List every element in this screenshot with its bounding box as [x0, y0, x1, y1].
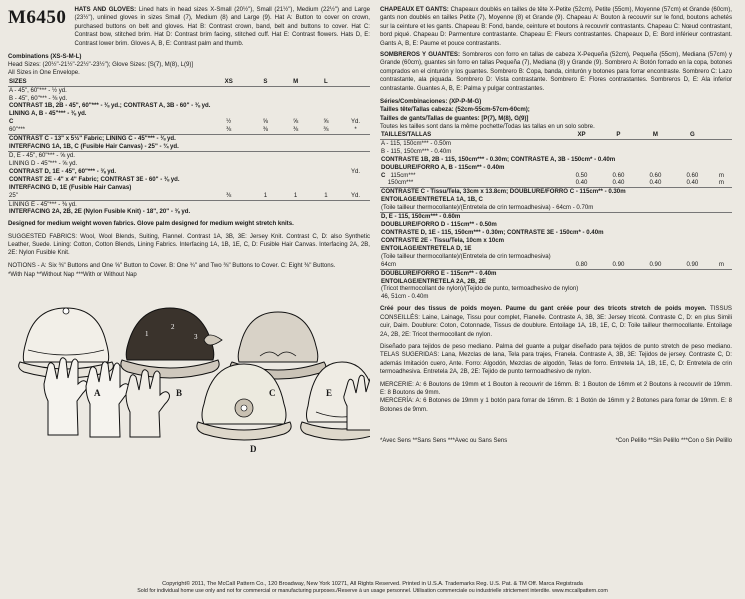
table-row — [380, 293, 732, 301]
row-label: B - 115, 150cm*** - 0.40m — [381, 147, 452, 155]
col-sizes: SIZES — [9, 77, 27, 85]
row-label: CONTRAST D, 1E - 45", 60"*** - ⅜ yd. — [9, 167, 117, 175]
row-label: A - 115, 150cm*** - 0.50m — [381, 139, 451, 147]
row-label: INTERFACING 1A, 1B, C (Fusible Hair Canvas) - 25" - ¾ yd. — [9, 143, 179, 151]
french-nap-note: *Avec Sens **Sans Sens ***Avec ou Sans Sens — [380, 438, 508, 445]
english-title: HATS AND GLOVES: — [74, 6, 137, 13]
table-row — [8, 200, 370, 208]
row-label: (Toile tailleur thermocollante)/(Entretela de crin termoadhesiva) - 64cm - 0.70m — [381, 204, 594, 212]
table-row — [380, 148, 732, 156]
french-description — [380, 6, 732, 48]
table-row — [380, 196, 732, 204]
cell: ⅝ — [293, 118, 299, 126]
english-column — [8, 6, 370, 454]
col-tailles: TAILLES/TALLAS — [381, 130, 432, 138]
cell: 0.40 — [612, 179, 625, 187]
row-label: ENTOILAGE/ENTRETELA 1A, 1B, C — [381, 196, 483, 204]
english-nap-note: *With Nap **Without Nap ***With or Without Nap — [8, 272, 137, 279]
cell-unit: m — [718, 260, 724, 268]
row-label-main: C — [381, 171, 386, 179]
row-label: LINING A, B - 45"*** - ⅜ yd. — [9, 110, 87, 118]
french-combinations — [380, 98, 732, 131]
cell: 0.90 — [686, 260, 699, 268]
row-label: LINING D - 45"*** - ⅝ yd. — [9, 159, 78, 167]
cell-unit: * — [354, 126, 357, 134]
row-label: INTERFACING D, 1E (Fusible Hair Canvas) — [9, 183, 132, 191]
table-row — [380, 245, 732, 253]
french-spanish-column — [380, 6, 732, 454]
table-row — [8, 176, 370, 184]
cell-unit: m — [718, 171, 724, 179]
cell: 0.40 — [575, 179, 588, 187]
table-row — [8, 192, 370, 200]
spanish-description — [380, 51, 732, 93]
table-header-row — [8, 78, 370, 86]
table-row — [380, 204, 732, 212]
french-fabrics-headline: Créé pour des tissus de poids moyen. Paume du gant créée pour des tricots stretch de poids moyen. — [380, 305, 707, 313]
table-row — [8, 151, 370, 159]
view-label-d: D — [250, 444, 257, 454]
row-label: CONTRASTE 2E - Tissu/Tela, 10cm x 10cm — [381, 236, 505, 244]
table-row — [380, 285, 732, 293]
illustration-area — [8, 284, 370, 454]
col-l: L — [324, 77, 328, 85]
cell: ⅜ — [226, 126, 232, 134]
columns-container — [8, 6, 737, 454]
row-label: 60"*** — [9, 126, 26, 134]
french-yardage-table — [380, 131, 732, 301]
table-row — [380, 253, 732, 261]
col-p: P — [616, 130, 621, 138]
table-row — [8, 160, 370, 168]
row-label: 64cm — [381, 260, 396, 268]
table-row — [8, 184, 370, 192]
table-row — [380, 261, 732, 269]
french-head-sizes: Tailles tête/Tallas cabeza: (52cm-55cm-57cm-60cm); — [380, 106, 530, 114]
row-label-sub: 115cm*** — [390, 171, 416, 179]
row-label: DOUBLURE/FORRO E - 115cm** - 0.40m — [381, 269, 497, 277]
cell: ⅝ — [262, 118, 268, 126]
view-label-c: C — [269, 388, 276, 398]
cell: 0.40 — [649, 179, 662, 187]
english-fabrics-headline: Designed for medium weight woven fabrics. Glove palm designed for medium weight stretch knits. — [8, 220, 294, 228]
table-row — [8, 143, 370, 151]
table-row — [380, 269, 732, 277]
english-notions: NOTIONS - A: Six ⅜" Buttons and One ⅝" Button to Cover. B: One ¾" and Two ⅜" Buttons to Cover. C: Eight ⅜" Buttons. — [8, 261, 336, 269]
footer-usage: Sold for individual home use only and not for commercial or manufacturing purposes./Reserve à un usage personnel. Utilisation commerciale ou industrielle strictement interdite. www.mccallpattern.com — [137, 588, 608, 595]
col-xp: XP — [577, 130, 586, 138]
spanish-desc-text: Sombreros con forro en tallas de cabeza X-Pequeña (52cm), Pequeña (55cm), Mediana (57cm) y Grande (60cm), guantes sin forro en tallas Pequeña (7), Mediana (8) y Grande (9). Sombrero A: Botón forrado en la copa, botones comprados en el cinturón y los guantes. Sombrero B: Copa, banda, cinturón y botones para forrar encontraste. Sombrero C: Lazo contrastante, ala piquada. Sombrero D: Vista contrastante. Sombrero E: Flores contrastantes. Sombreros D, E: Ala inferior contrastante. Guantes A, B, E: Palma y pulgar contrastantes. — [380, 51, 732, 92]
table-row — [380, 221, 732, 229]
col-xs: XS — [224, 77, 233, 85]
row-label: ENTOILAGE/ENTRETELA D, 1E — [381, 244, 472, 252]
table-row — [8, 135, 370, 143]
row-label: 25" — [9, 191, 18, 199]
table-row — [380, 139, 732, 147]
cell: 1 — [293, 191, 298, 199]
view-label-a: A — [94, 388, 101, 398]
cell: ⅝ — [323, 118, 329, 126]
garment-illustrations — [8, 284, 370, 454]
cell: ½ — [226, 118, 232, 126]
table-row — [8, 208, 370, 216]
cell: 0.90 — [649, 260, 662, 268]
spanish-title: SOMBREROS Y GUANTES: — [380, 51, 461, 59]
table-row — [380, 164, 732, 172]
cell: 0.50 — [575, 171, 588, 179]
row-label: (Tricot thermocollant de nylon)/(Tejido de punto, termoadhesivo de nylon) — [381, 285, 579, 293]
table-row — [8, 86, 370, 94]
cell: ⅜ — [262, 126, 268, 134]
svg-text:3: 3 — [194, 333, 198, 341]
table-row — [380, 237, 732, 245]
col-unit — [341, 78, 370, 86]
table-row — [380, 179, 732, 187]
row-label: INTERFACING 2A, 2B, 2E (Nylon Fusible Knit) - 18", 20" - ⅜ yd. — [9, 208, 191, 216]
col-s: S — [263, 77, 268, 85]
spanish-nap-note: *Con Pelillo **Sin Pelillo ***Con o Sin Pelillo — [615, 438, 732, 445]
row-label: DOUBLURE/FORRO D - 115cm** - 0.50m — [381, 221, 497, 229]
english-suggested-fabrics: SUGGESTED FABRICS: Wool, Wool Blends, Suiting, Flannel. Contrast 1A, 3B, 3E: Jersey Knit. Contrast C, D: also Synthetic Leather, Suede. Lining: Cotton, Cotton Blends, Lining Fabrics. Interfacing 1A, 1B, 1E, C, D: Fusible Hair Canvas. Interfacing 2A, 2B, 2E: Nylon Fusible Knit. — [8, 232, 370, 257]
svg-text:2: 2 — [171, 323, 175, 331]
row-label — [380, 179, 563, 187]
cell: 0.60 — [649, 171, 662, 179]
table-row — [380, 278, 732, 286]
table-row — [380, 213, 732, 221]
row-label: CONTRAST 2E - 4" x 4" Fabric; CONTRAST 3E - 60" - ⅜ yd. — [9, 175, 180, 183]
spanish-fabrics: Diseñado para tejidos de peso mediano. Palma del guante a pulgar diseñado para tejidos de punto stretch de peso mediano. TELAS SUGERIDAS: Lana, Mezclas de lana, Tela para trajes, Franela. Contraste A, 3B, 3E: Tejidos de jersey. Contraste C, D: además Imitación cuero, Ante. Forro: Algodón, Mezclas de algodón, Telas de forro. Entretela 1A, 1B, 1E, C, D: Entretela de crin termoadhesiva. Entretela 2A, 2B, 2E: Tejido de punto termoadhesivo de nylon. — [380, 342, 732, 376]
hat-b-illustration — [121, 308, 219, 378]
row-label: CONTRASTE 1B, 2B - 115, 150cm*** - 0.30m; CONTRASTE A, 3B - 150cm* - 0.40m — [381, 155, 616, 163]
series-label: Séries/Combinaciones: (XP-P-M-G) — [380, 98, 482, 106]
french-fabrics — [380, 305, 732, 339]
french-glove-sizes: Tailles de gants/Tallas de guantes: [P(7), M(8), G(9)] — [380, 114, 529, 122]
nap-notes-row — [380, 438, 732, 446]
cell: ⅜ — [323, 126, 329, 134]
combinations-label: Combinations (XS-S-M-L) — [8, 53, 82, 61]
cell: ⅜ — [293, 126, 299, 134]
row-label: 46, 51cm - 0.40m — [381, 293, 429, 301]
row-label: CONTRASTE C - Tissu/Tela, 33cm x 13.8cm; DOUBLURE/FORRO C - 115cm** - 0.30m — [381, 188, 626, 196]
table-row — [8, 102, 370, 110]
cell: 1 — [263, 191, 268, 199]
view-label-e: E — [326, 388, 333, 398]
cell-unit: Yd. — [350, 167, 361, 175]
french-all-sizes: Toutes les tailles sont dans la même pochette/Todas las tallas en un solo sobre. — [380, 122, 595, 130]
bow-illustration — [204, 335, 222, 345]
cell: ⅜ — [226, 191, 232, 199]
french-suggested-fabrics: TISSUS CONSEILLÉS: Laine, Lainage, Tissu pour complet, Flanelle. Contraste A, 3B, 3E: Jersey tricoté. Contraste C, D: en plus Simili cuir, Daim. Doublure: Coton, Cotonnade, Tissus de doublure. Entoilage 1A, 1B, 1E, C, D: Toile tailleur thermocollante. Entoilage 2A, 2B, 2E: Tricot thermocollant de nylon. — [380, 305, 732, 338]
table-row — [8, 118, 370, 126]
all-sizes-line: All Sizes in One Envelope. — [8, 69, 80, 77]
svg-text:1: 1 — [145, 330, 149, 338]
french-title: CHAPEAUX ET GANTS: — [380, 6, 449, 13]
row-label: A - 45", 60"*** - ½ yd. — [9, 86, 67, 94]
cell-unit: Yd. — [350, 118, 361, 126]
table-header-row — [380, 131, 732, 139]
view-label-b: B — [176, 388, 183, 398]
footer — [0, 580, 745, 599]
english-desc-text: Lined hats in head sizes X-Small (20½"), Small (21½"), Medium (22½") and Large (23½"), unlined gloves in sizes Small (7), Medium (8) and Large (9). Hat A: Button to cover on crown, purchased buttons on belt and gloves. Hat B: Contrast crown, band, belt and buttons to cover. Hat C: Contrast bow, stitched brim. Hat D: Contrast brim facing, stitched cuff. Hat E: Contrast flowers. Hats D, E: Contrast lower brim. Gloves A, B, E: Contrast palm and thumb. — [74, 6, 370, 47]
table-row — [8, 95, 370, 103]
table-row — [380, 172, 732, 180]
row-label: CONTRAST 1B, 2B - 45", 60"*** - ⅜ yd.; CONTRAST A, 3B - 60" - ⅜ yd. — [9, 102, 211, 110]
french-notions: MERCERIE: A: 6 Boutons de 19mm et 1 Bouton à recouvrir de 16mm. B: 1 Bouton de 16mm et 2 Boutons à recouvrir de 19mm. E: 8 Boutons de 9mm. — [380, 380, 732, 396]
cell-unit: m — [718, 179, 724, 187]
col-g: G — [690, 130, 695, 138]
row-label: B - 45", 60"*** - ⅜ yd. — [9, 94, 68, 102]
col-unit — [711, 131, 732, 139]
row-label: CONTRAST C - 13" x 5½" Fabric; LINING C - 45"*** - ⅜ yd. — [9, 135, 176, 143]
row-label: D, E - 45", 60"*** - ⅝ yd. — [9, 151, 75, 159]
col-m: M — [293, 77, 299, 85]
table-row — [380, 229, 732, 237]
spanish-notions: MERCERÍA: A: 6 Botones de 19mm y 1 botón para forrar de 16mm. B: 1 Botón de 16mm y 2 Botones para forrar de 19mm. E: 8 Botones de 9mm. — [380, 397, 732, 413]
table-row — [8, 168, 370, 176]
cell: 0.60 — [612, 171, 625, 179]
footer-copyright: Copyright© 2011, The McCall Pattern Co., 120 Broadway, New York 10271, All Rights Reserved. Printed in U.S.A. Trademarks Reg. U.S. Pat. & TM Off. Marca Registrada — [162, 580, 583, 587]
pattern-number: M6450 — [8, 7, 67, 28]
table-row — [8, 126, 370, 134]
col-m: M — [652, 130, 658, 138]
table-row — [380, 156, 732, 164]
row-label: ENTOILAGE/ENTRETELA 2A, 2B, 2E — [381, 277, 486, 285]
table-row — [8, 110, 370, 118]
english-description — [74, 6, 370, 48]
row-label: CONTRASTE D, 1E - 115, 150cm*** - 0.30m; CONTRASTE 3E - 150cm* - 0.40m — [381, 229, 604, 236]
cell: 0.40 — [686, 179, 699, 187]
table-row — [380, 188, 732, 196]
english-yardage-table — [8, 78, 370, 217]
row-label: DOUBLURE/FORRO A, B - 115cm** - 0.40m — [381, 163, 505, 171]
english-combinations — [8, 53, 370, 78]
row-label: LINING E - 45"*** - ⅜ yd. — [9, 200, 77, 208]
cell: 0.90 — [612, 260, 625, 268]
row-label — [380, 172, 563, 180]
cell: 0.60 — [686, 171, 699, 179]
cell: 0.80 — [575, 260, 588, 268]
english-header — [8, 6, 370, 48]
row-label: (Toile tailleur thermocollante)/(Entretela de crin termoadhesiva) — [381, 252, 551, 260]
cell-unit: Yd. — [350, 191, 361, 199]
french-desc-text: Chapeaux doublés en tailles de tête X-Petite (52cm), Petite (55cm), Moyenne (57cm) et Grande (60cm), gants non doublés en tailles Petite (7), Moyenne (8) et Grande (9). Chapeau A: Bouton à recouvrir sur le fond, boutons achetés sur la ceinture et les gants. Chapeau B: Fond, bande, ceinture et boutons à recouvrir contrastants. Chapeau C: Nœud contrastant, bord piqué. Chapeau D: Parmenture contrastante. Chapeau E: Fleurs contrastantes. Chapeaux D, E: Bord inférieur contrastant. Gants A, B, E: Paume et pouce contrastants. — [380, 6, 732, 47]
cell: 1 — [324, 191, 328, 199]
row-label: C — [9, 118, 14, 126]
row-label: D, E - 115, 150cm*** - 0.60m — [381, 213, 461, 221]
row-label-sub: 150cm*** — [387, 179, 414, 187]
head-sizes-line: Head Sizes: (20½"-21½"-22½"-23½"); Glove Sizes: [S(7), M(8), L(9)] — [8, 61, 194, 69]
